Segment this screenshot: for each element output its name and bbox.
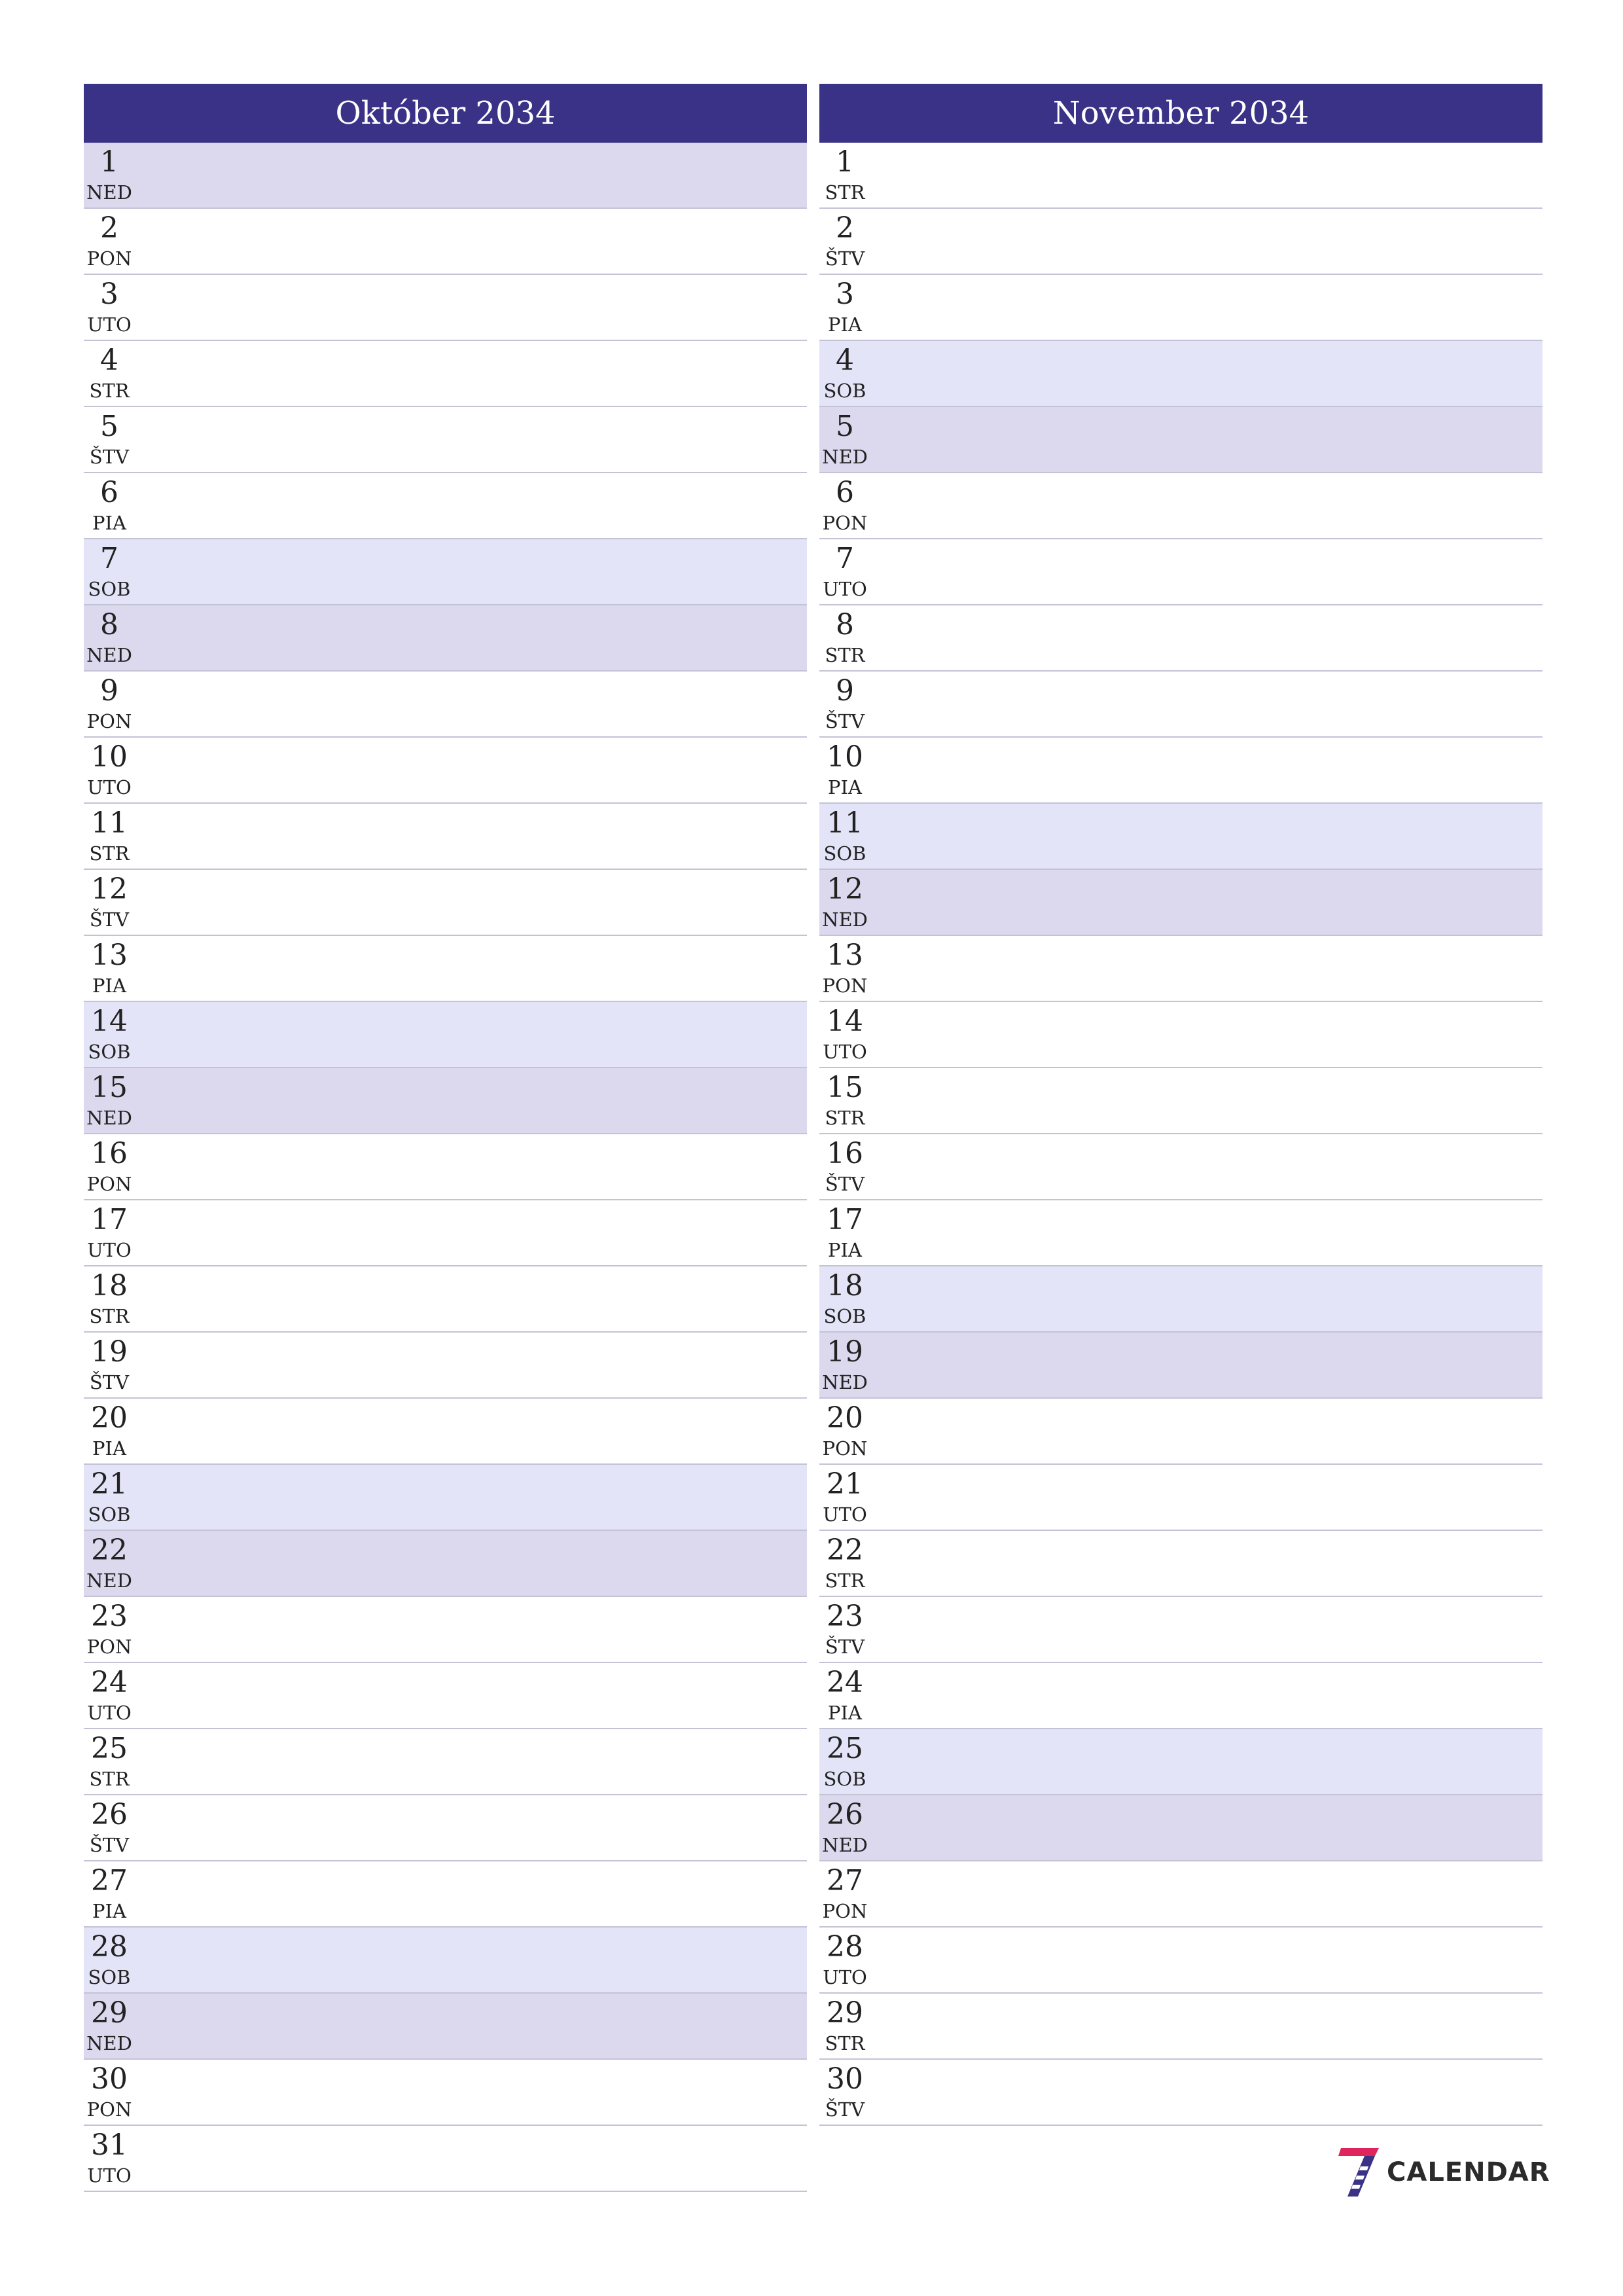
weekday-abbr: PIA (92, 1900, 126, 1922)
weekday-abbr: PIA (828, 314, 862, 336)
day-number: 29 (827, 1996, 863, 2030)
day-number: 22 (91, 1534, 128, 1567)
day-row (819, 738, 1543, 804)
weekday-abbr: UTO (87, 314, 132, 336)
weekday-abbr: NED (822, 1371, 868, 1393)
day-row (84, 804, 807, 870)
day-number: 11 (827, 806, 863, 840)
weekday-abbr: NED (86, 644, 132, 666)
day-row (819, 2060, 1543, 2126)
weekday-abbr: ŠTV (89, 446, 130, 468)
weekday-abbr: UTO (823, 1503, 867, 1526)
weekday-abbr: UTO (823, 1041, 867, 1063)
day-number: 26 (827, 1798, 863, 1831)
weekday-abbr: NED (86, 2032, 132, 2054)
day-number: 12 (91, 872, 128, 906)
day-row (84, 936, 807, 1002)
day-number: 8 (836, 608, 854, 641)
weekday-abbr: PON (86, 710, 132, 732)
weekday-abbr: PIA (92, 512, 126, 534)
day-row (819, 1597, 1543, 1663)
day-number: 13 (91, 939, 128, 972)
day-row (819, 473, 1543, 539)
day-number: 6 (836, 476, 854, 509)
weekday-abbr: ŠTV (89, 1371, 130, 1393)
day-number: 18 (827, 1269, 863, 1302)
day-number: 23 (827, 1600, 863, 1633)
weekday-abbr: SOB (88, 578, 131, 600)
weekday-abbr: ŠTV (89, 1834, 130, 1856)
day-number: 17 (827, 1203, 863, 1236)
weekday-abbr: STR (825, 644, 865, 666)
weekday-abbr: PIA (92, 975, 126, 997)
month-title: November 2034 (819, 84, 1543, 143)
weekday-abbr: PON (86, 1636, 132, 1658)
weekday-abbr: STR (89, 1768, 130, 1790)
weekday-abbr: PIA (92, 1437, 126, 1460)
day-row (84, 1663, 807, 1729)
day-row (84, 738, 807, 804)
weekday-abbr: PON (822, 975, 868, 997)
day-number: 26 (91, 1798, 128, 1831)
day-number: 22 (827, 1534, 863, 1567)
day-list (84, 143, 807, 2192)
weekday-abbr: PIA (828, 1702, 862, 1724)
day-number: 30 (827, 2062, 863, 2096)
weekday-abbr: UTO (87, 1239, 132, 1261)
day-number: 16 (91, 1137, 128, 1170)
weekday-abbr: ŠTV (825, 247, 865, 270)
day-number: 2 (100, 211, 118, 245)
day-number: 10 (91, 740, 128, 774)
day-row (84, 1597, 807, 1663)
day-row (819, 1399, 1543, 1465)
weekday-abbr: NED (86, 1107, 132, 1129)
weekday-abbr: PIA (828, 776, 862, 798)
weekday-abbr: SOB (88, 1041, 131, 1063)
day-number: 21 (827, 1467, 863, 1501)
day-row (84, 1399, 807, 1465)
weekday-abbr: ŠTV (825, 1173, 865, 1195)
day-row (819, 275, 1543, 341)
weekday-abbr: UTO (823, 1966, 867, 1988)
day-row (819, 1002, 1543, 1068)
day-number: 11 (91, 806, 128, 840)
seven-logo-icon (1338, 2147, 1380, 2198)
day-number: 3 (100, 278, 118, 311)
day-row (819, 209, 1543, 275)
day-number: 28 (91, 1930, 128, 1964)
weekday-abbr: PON (86, 2098, 132, 2121)
day-row (819, 1465, 1543, 1531)
weekday-abbr: PON (822, 1900, 868, 1922)
day-number: 27 (91, 1864, 128, 1897)
day-row (84, 1266, 807, 1333)
day-row (819, 1928, 1543, 1994)
day-row (84, 341, 807, 407)
weekday-abbr: SOB (88, 1503, 131, 1526)
day-row (819, 870, 1543, 936)
day-number: 27 (827, 1864, 863, 1897)
weekday-abbr: STR (825, 181, 865, 204)
day-row (84, 1861, 807, 1928)
day-row (84, 209, 807, 275)
day-number: 2 (836, 211, 854, 245)
day-number: 7 (836, 542, 854, 575)
day-row (84, 672, 807, 738)
day-row (819, 1134, 1543, 1200)
day-number: 4 (100, 344, 118, 377)
month-october (84, 84, 807, 2192)
day-number: 1 (836, 145, 854, 179)
weekday-abbr: NED (822, 908, 868, 931)
weekday-abbr: ŠTV (825, 1636, 865, 1658)
weekday-abbr: NED (822, 1834, 868, 1856)
day-row (819, 1531, 1543, 1597)
month-november (819, 84, 1543, 2126)
day-number: 24 (827, 1666, 863, 1699)
day-row (819, 936, 1543, 1002)
weekday-abbr: ŠTV (825, 710, 865, 732)
day-row (819, 1729, 1543, 1795)
day-number: 23 (91, 1600, 128, 1633)
day-number: 8 (100, 608, 118, 641)
day-number: 31 (91, 2128, 128, 2162)
weekday-abbr: UTO (87, 1702, 132, 1724)
day-row (84, 870, 807, 936)
day-row (84, 1928, 807, 1994)
day-number: 21 (91, 1467, 128, 1501)
day-row (819, 605, 1543, 672)
day-number: 10 (827, 740, 863, 774)
day-row (84, 1068, 807, 1134)
weekday-abbr: SOB (823, 1305, 866, 1327)
day-row (84, 473, 807, 539)
day-number: 5 (836, 410, 854, 443)
day-row (84, 2126, 807, 2192)
weekday-abbr: STR (825, 1107, 865, 1129)
day-row (84, 2060, 807, 2126)
day-number: 7 (100, 542, 118, 575)
day-number: 5 (100, 410, 118, 443)
day-row (819, 1333, 1543, 1399)
day-row (819, 1994, 1543, 2060)
day-row (84, 1729, 807, 1795)
weekday-abbr: UTO (823, 578, 867, 600)
day-row (84, 539, 807, 605)
day-row (819, 1663, 1543, 1729)
day-row (84, 1465, 807, 1531)
weekday-abbr: SOB (823, 1768, 866, 1790)
day-row (819, 672, 1543, 738)
weekday-abbr: PON (86, 1173, 132, 1195)
weekday-abbr: SOB (88, 1966, 131, 1988)
weekday-abbr: NED (86, 181, 132, 204)
day-list (819, 143, 1543, 2126)
day-number: 28 (827, 1930, 863, 1964)
day-number: 12 (827, 872, 863, 906)
brand-logo (1338, 2147, 1550, 2198)
day-number: 18 (91, 1269, 128, 1302)
weekday-abbr: PON (822, 512, 868, 534)
day-row (819, 407, 1543, 473)
day-number: 25 (827, 1732, 863, 1765)
day-number: 1 (100, 145, 118, 179)
day-row (84, 1795, 807, 1861)
weekday-abbr: UTO (87, 2164, 132, 2187)
weekday-abbr: SOB (823, 842, 866, 865)
weekday-abbr: ŠTV (89, 908, 130, 931)
weekday-abbr: NED (822, 446, 868, 468)
day-row (819, 804, 1543, 870)
weekday-abbr: PON (822, 1437, 868, 1460)
day-number: 6 (100, 476, 118, 509)
logo-text: CALENDAR (1387, 2157, 1550, 2187)
day-number: 29 (91, 1996, 128, 2030)
weekday-abbr: STR (89, 1305, 130, 1327)
day-row (819, 341, 1543, 407)
day-row (84, 1333, 807, 1399)
day-row (819, 1266, 1543, 1333)
weekday-abbr: PON (86, 247, 132, 270)
day-row (84, 143, 807, 209)
day-number: 20 (91, 1401, 128, 1435)
day-number: 14 (91, 1005, 128, 1038)
day-row (819, 1200, 1543, 1266)
day-row (84, 1134, 807, 1200)
weekday-abbr: SOB (823, 380, 866, 402)
day-number: 19 (827, 1335, 863, 1369)
day-number: 14 (827, 1005, 863, 1038)
day-number: 4 (836, 344, 854, 377)
day-number: 15 (91, 1071, 128, 1104)
weekday-abbr: UTO (87, 776, 132, 798)
weekday-abbr: STR (89, 842, 130, 865)
day-row (84, 1002, 807, 1068)
day-number: 19 (91, 1335, 128, 1369)
day-row (84, 1200, 807, 1266)
day-number: 15 (827, 1071, 863, 1104)
day-row (84, 275, 807, 341)
day-row (819, 1068, 1543, 1134)
weekday-abbr: PIA (828, 1239, 862, 1261)
day-row (84, 1994, 807, 2060)
weekday-abbr: STR (825, 2032, 865, 2054)
day-number: 9 (100, 674, 118, 708)
day-number: 17 (91, 1203, 128, 1236)
weekday-abbr: NED (86, 1570, 132, 1592)
day-row (819, 143, 1543, 209)
day-row (819, 1795, 1543, 1861)
day-number: 3 (836, 278, 854, 311)
month-title: Október 2034 (84, 84, 807, 143)
day-number: 30 (91, 2062, 128, 2096)
day-number: 9 (836, 674, 854, 708)
weekday-abbr: ŠTV (825, 2098, 865, 2121)
day-row (84, 1531, 807, 1597)
weekday-abbr: STR (89, 380, 130, 402)
day-number: 24 (91, 1666, 128, 1699)
day-row (819, 539, 1543, 605)
day-number: 25 (91, 1732, 128, 1765)
day-number: 20 (827, 1401, 863, 1435)
day-row (819, 1861, 1543, 1928)
day-row (84, 407, 807, 473)
day-row (84, 605, 807, 672)
day-number: 16 (827, 1137, 863, 1170)
weekday-abbr: STR (825, 1570, 865, 1592)
day-number: 13 (827, 939, 863, 972)
